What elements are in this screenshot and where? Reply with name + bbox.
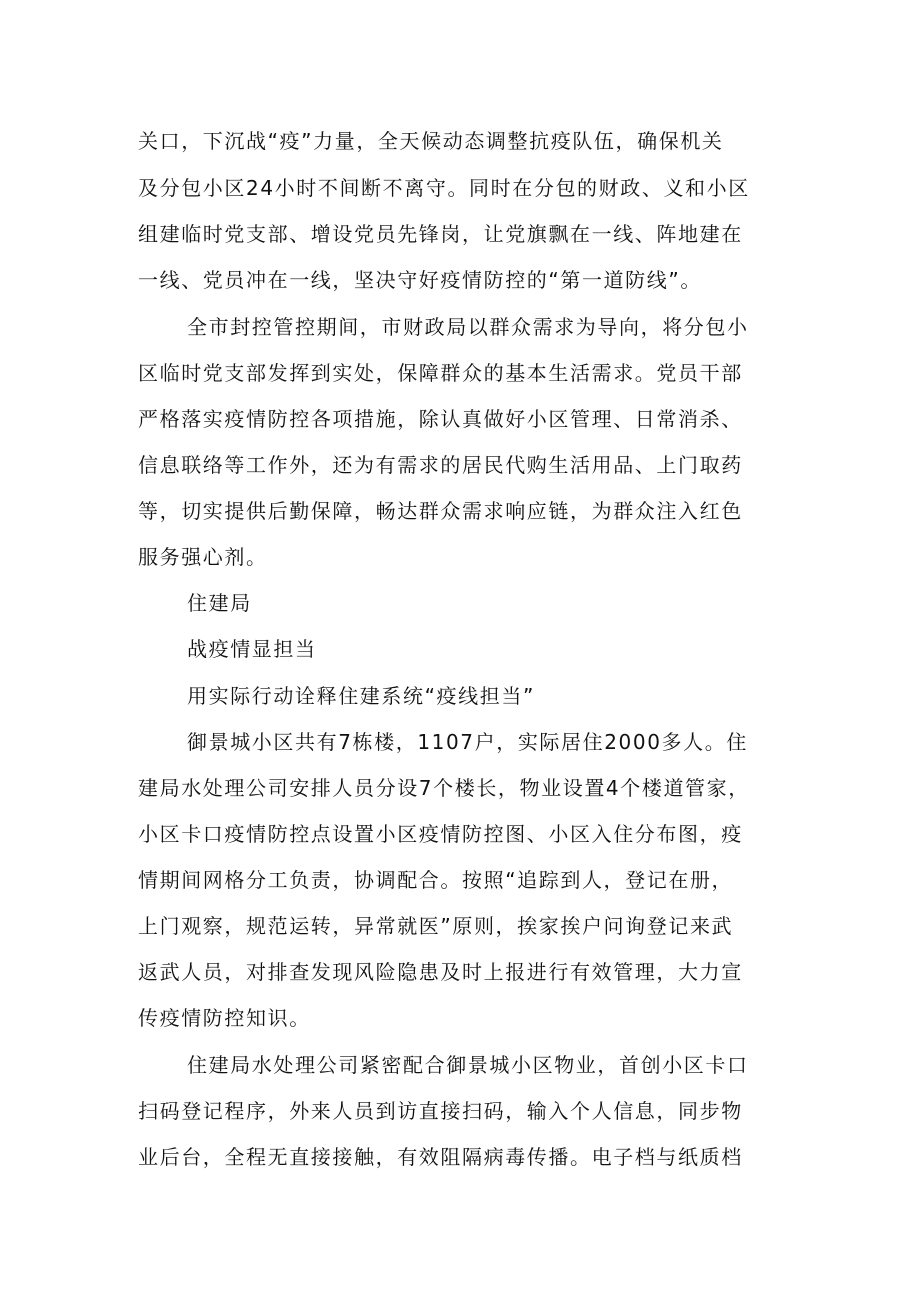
body-text-line: 关口，下沉战“疫”力量，全天候动态调整抗疫队伍，确保机关 (138, 129, 724, 153)
body-text-line: 严格落实疫情防控各项措施，除认真做好小区管理、日常消杀、 (138, 407, 743, 431)
body-text-line: 小区卡口疫情防控点设置小区疫情防控图、小区入住分布图，疫 (138, 822, 743, 846)
body-text-line: 建局水处理公司安排人员分设7个楼长，物业设置4个楼道管家， (138, 776, 750, 800)
paragraph-first-line: 住建局水处理公司紧密配合御景城小区物业，首创小区卡口 (187, 1053, 749, 1077)
body-text-line: 组建临时党支部、增设党员先锋岗，让党旗飘在一线、阵地建在 (138, 222, 743, 246)
section-heading: 住建局 (187, 591, 252, 615)
body-text-line: 情期间网格分工负责，协调配合。按照“追踪到人，登记在册， (138, 868, 734, 892)
body-text-line: 传疫情防控知识。 (138, 1006, 311, 1030)
body-text-line: 及分包小区24小时不间断不离守。同时在分包的财政、义和小区 (138, 176, 750, 200)
section-subheading: 战疫情显担当 (187, 637, 317, 661)
body-text-line: 业后台，全程无直接接触，有效阻隔病毒传播。电子档与纸质档 (138, 1145, 743, 1169)
body-text-line: 等，切实提供后勤保障，畅达群众需求响应链，为群众注入红色 (138, 499, 743, 523)
paragraph-first-line: 全市封控管控期间，市财政局以群众需求为导向，将分包小 (187, 315, 749, 339)
paragraph-first-line: 御景城小区共有7栋楼，1107户，实际居住2000多人。住 (187, 730, 748, 754)
body-text-line: 扫码登记程序，外来人员到访直接扫码，输入个人信息，同步物 (138, 1099, 743, 1123)
body-text-line: 上门观察，规范运转，异常就医”原则，挨家挨户问询登记来武 (138, 914, 734, 938)
section-subtitle: 用实际行动诠释住建系统“疫线担当” (187, 684, 535, 708)
body-text-line: 信息联络等工作外，还为有需求的居民代购生活用品、上门取药 (138, 453, 743, 477)
body-text-line: 返武人员，对排查发现风险隐患及时上报进行有效管理，大力宣 (138, 960, 743, 984)
body-text-line: 区临时党支部发挥到实处，保障群众的基本生活需求。党员干部 (138, 361, 743, 385)
body-text-line: 一线、党员冲在一线，坚决守好疫情防控的“第一道防线”。 (138, 268, 702, 292)
body-text-line: 服务强心剂。 (138, 545, 268, 569)
